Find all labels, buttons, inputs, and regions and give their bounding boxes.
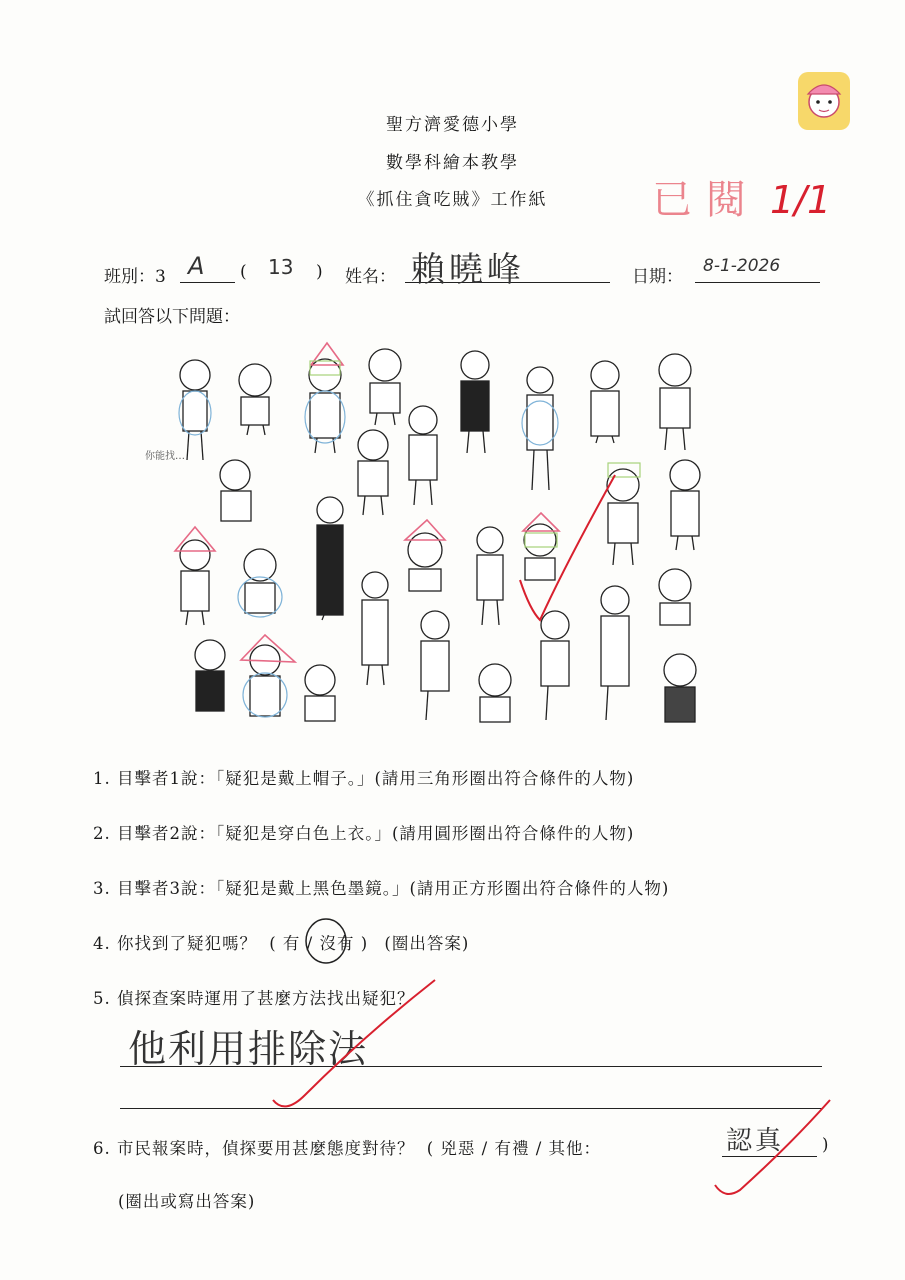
student-number: 13 xyxy=(268,255,294,279)
question-4-options[interactable]: ( 有 / 沒有 ) xyxy=(269,934,369,953)
question-6-text: 6. 市民報案時，偵探要用甚麼態度對待？ xyxy=(93,1139,415,1158)
class-label: 班別：3 xyxy=(104,267,166,287)
suspect-figure xyxy=(477,527,503,625)
suspect-figure xyxy=(659,569,691,625)
date-field xyxy=(695,258,820,283)
suspect-figure xyxy=(607,469,639,565)
question-6 xyxy=(93,1135,601,1159)
question-6-close: ) xyxy=(822,1135,830,1154)
answer-circle-mark xyxy=(302,916,350,964)
question-6-options[interactable]: ( 兇惡 / 有禮 / 其他： xyxy=(426,1139,602,1158)
suspect-figure xyxy=(479,664,511,722)
question-5-answer: 他利用排除法 xyxy=(128,1027,369,1071)
class-field xyxy=(180,252,235,283)
suspect-figure xyxy=(250,645,280,716)
question-6-answer: 認真 xyxy=(726,1126,785,1156)
question-2: 2. 目擊者2說：「疑犯是穿白色上衣。」(請用圓形圈出符合條件的人物) xyxy=(93,824,635,843)
student-name: 賴曉峰 xyxy=(411,250,525,290)
date-value: 8-1-2026 xyxy=(703,256,781,276)
suspect-figure xyxy=(358,430,388,515)
red-tick-q6 xyxy=(700,1095,840,1205)
suspect-figure xyxy=(317,497,343,620)
number-open: ( xyxy=(240,262,247,282)
suspect-figure xyxy=(305,665,335,721)
suspect-figure xyxy=(541,611,569,720)
worksheet-title: 《抓住貪吃賊》工作紙 xyxy=(357,190,548,210)
suspect-figure xyxy=(670,460,700,550)
class-value: A xyxy=(188,252,205,280)
suspect-figure xyxy=(195,640,225,711)
suspect-figure xyxy=(461,351,489,453)
question-6-note: (圈出或寫出答案) xyxy=(118,1192,256,1211)
instruction-text: 試回答以下問題： xyxy=(104,307,240,327)
question-4-text: 4. 你找到了疑犯嗎？ xyxy=(93,934,257,953)
suspect-figure xyxy=(591,361,619,443)
suspect-drawings xyxy=(145,335,735,735)
suspect-figure xyxy=(244,549,276,613)
checked-stamp: 已閱 xyxy=(652,177,760,223)
illustration-side-note: 你能找… xyxy=(145,451,185,462)
suspect-figure xyxy=(601,586,629,720)
sticker-image xyxy=(798,72,850,130)
suspect-figure xyxy=(220,460,251,521)
school-name: 聖方濟愛德小學 xyxy=(386,115,519,135)
suspect-figure xyxy=(421,611,449,720)
suspect-figure xyxy=(408,533,442,591)
name-field xyxy=(405,248,610,290)
suspect-figure xyxy=(362,572,388,685)
suspect-figure xyxy=(527,367,553,490)
date-label: 日期： xyxy=(632,267,683,287)
red-tick-q5 xyxy=(265,975,445,1115)
subject-title: 數學科繪本教學 xyxy=(386,153,519,173)
question-4-hint: (圈出答案) xyxy=(384,934,470,953)
suspect-figure xyxy=(239,364,271,435)
question-1: 1. 目擊者1說：「疑犯是戴上帽子。」(請用三角形圈出符合條件的人物) xyxy=(93,769,635,788)
score-mark: 1/1 xyxy=(770,178,832,222)
suspect-figure xyxy=(369,349,401,425)
question-3: 3. 目擊者3說：「疑犯是戴上黑色墨鏡。」(請用正方形圈出符合條件的人物) xyxy=(93,879,670,898)
number-close: ) xyxy=(316,262,323,282)
suspect-figure xyxy=(664,654,696,722)
name-label: 姓名： xyxy=(345,267,396,287)
suspect-figure xyxy=(180,540,210,625)
question-4 xyxy=(93,930,469,954)
suspect-figure xyxy=(409,406,437,505)
question-5: 5. 偵探查案時運用了甚麼方法找出疑犯？ xyxy=(93,989,415,1008)
suspect-illustration xyxy=(145,335,735,735)
suspect-figure xyxy=(180,360,210,460)
suspect-figure xyxy=(659,354,691,450)
